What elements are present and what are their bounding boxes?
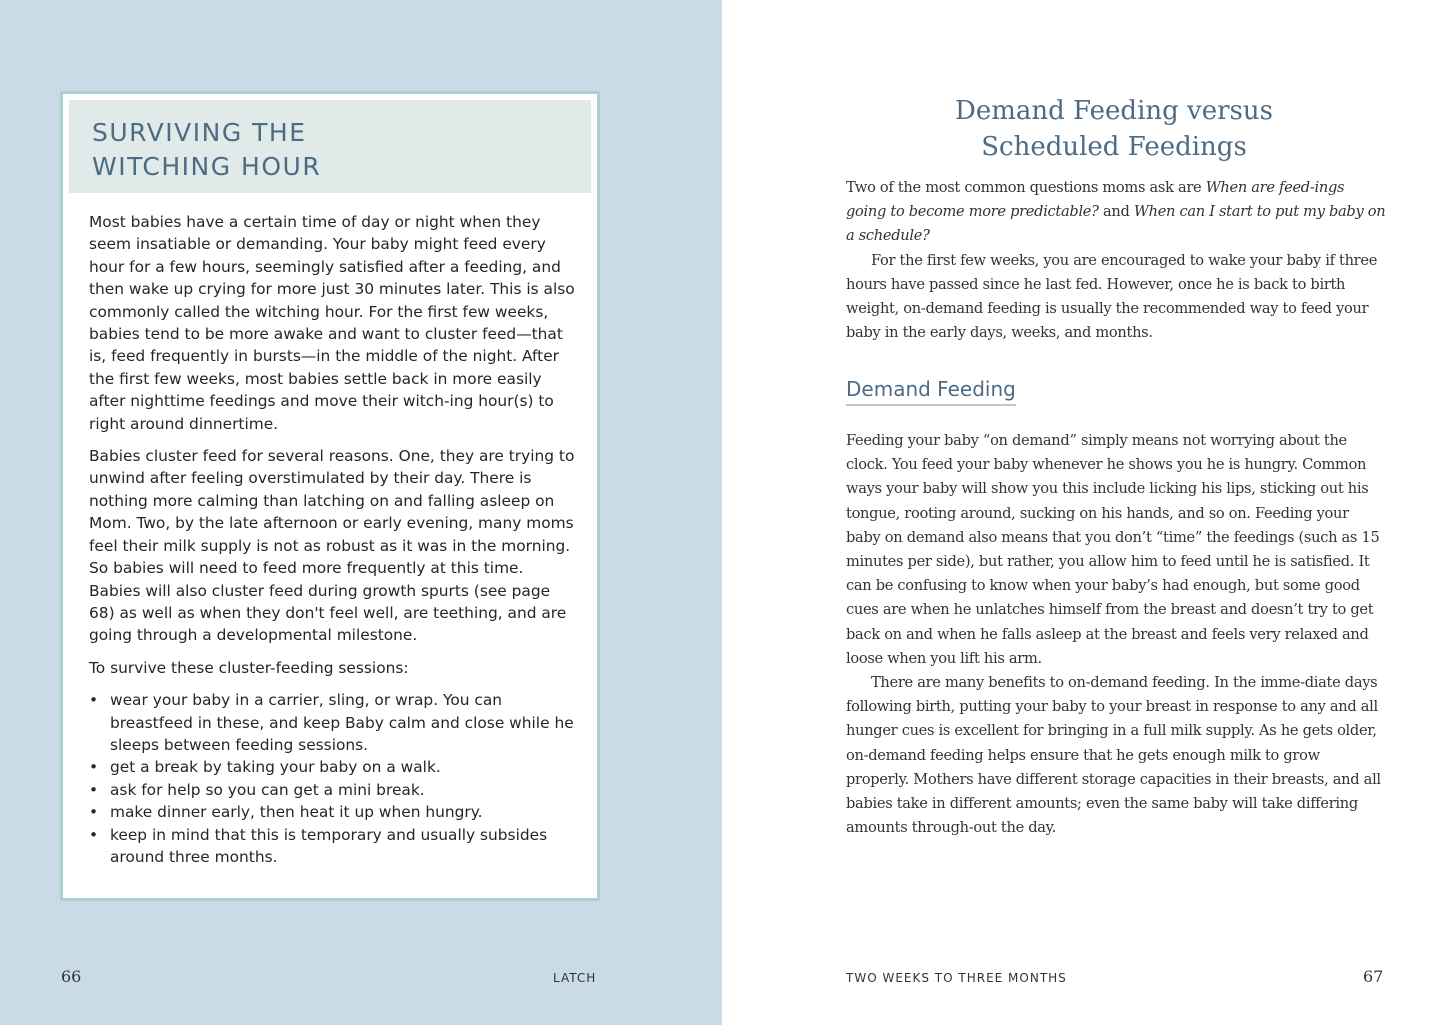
intro-text-run: Two of the most common questions moms ask are <box>846 179 1206 196</box>
sidebar-box <box>60 91 600 901</box>
intro-text-run: and <box>1098 203 1134 221</box>
bullet-item: • keep in mind that this is temporary and usually subsides around three months. <box>89 824 575 869</box>
sidebar-paragraph: Babies cluster feed for several reasons. One, they are trying to unwind after feeling overstimulated by their day. There is nothing more calming than latching on and falling asleep on Mom. Two, by the late afternoon or early evening, many moms feel their milk supply is not as robust as it was in the morning. So babies will need to feed more frequently at this time. Babies will also cluster feed during growth spurts (see page 68) as well as when they don't feel well, are teething, and are going through a developmental milestone. <box>89 447 575 645</box>
intro-text <box>846 176 1386 345</box>
section-heading: Demand Feeding <box>846 377 1016 406</box>
sidebar-title: SURVIVING THE WITCHING HOUR <box>92 118 322 181</box>
intro-paragraph <box>846 176 1386 249</box>
section-body <box>846 429 1386 840</box>
running-head-left: LATCH <box>553 971 597 985</box>
bullet-item: • make dinner early, then heat it up when hungry. <box>89 801 575 823</box>
page-number-left: 66 <box>61 967 82 986</box>
bullet-item: • wear your baby in a carrier, sling, or wrap. You can breastfeed in these, and keep Baby calm and close while he sleeps between feeding sessions. <box>89 689 575 756</box>
bullet-item: • get a break by taking your baby on a walk. <box>89 756 575 778</box>
right-page <box>722 0 1445 1025</box>
running-head-right: TWO WEEKS TO THREE MONTHS <box>846 971 1067 985</box>
intro-italic-question: When are feed-ings going to become more predictable? <box>846 179 1345 221</box>
sidebar-paragraph: Most babies have a certain time of day or night when they seem insatiable or demanding. Your baby might feed every hour for a few hours, seemingly satisfied after a feeding, and then wake up crying for more just 30 minutes later. This is also commonly called the witching hour. For the first few weeks, babies tend to be more awake and want to cluster feed—that is, feed frequently in bursts—in the middle of the night. After the first few weeks, most babies settle back in more easily after nighttime feedings and move their witch-ing hour(s) to right around dinnertime. <box>89 213 575 433</box>
body-paragraph: Feeding your baby “on demand” simply means not worrying about the clock. You feed your baby whenever he shows you he is hungry. Common ways your baby will show you this include licking his lips, sticking out his tongue, rooting around, sucking on his hands, and so on. Feeding your baby on demand also means that you don’t “time” the feedings (such as 15 minutes per side), but rather, you allow him to feed until he is satisfied. It can be confusing to know when your baby’s had enough, but some good cues are when he unlatches himself from the breast and doesn’t try to get back on and when he falls asleep at the breast and feels very relaxed and loose when you lift his arm. <box>846 432 1380 667</box>
sidebar-bullet-list <box>89 689 575 868</box>
sidebar-paragraph: To survive these cluster-feeding sessions: <box>89 658 409 677</box>
left-page <box>0 0 722 1025</box>
sidebar-body <box>89 211 575 868</box>
page-number-right: 67 <box>1363 967 1384 986</box>
bullet-item: • ask for help so you can get a mini break. <box>89 779 575 801</box>
intro-paragraph: For the first few weeks, you are encouraged to wake your baby if three hours have passed since he last fed. However, once he is back to birth weight, on-demand feeding is usually the recommended way to feed your baby in the early days, weeks, and months. <box>846 251 1378 342</box>
intro-italic-question: When can I start to put my baby on a schedule? <box>846 203 1386 245</box>
sidebar-header <box>69 100 591 193</box>
page-title: Demand Feeding versus Scheduled Feedings <box>955 96 1273 162</box>
body-paragraph: There are many benefits to on-demand feeding. In the imme-diate days following birth, putting your baby to your breast in response to any and all hunger cues is excellent for bringing in a full milk supply. As he gets older, on-demand feeding helps ensure that he gets enough milk to grow properly. Mothers have different storage capacities in their breasts, and all babies take in different amounts; even the same baby will take differing amounts through-out the day. <box>846 674 1381 837</box>
